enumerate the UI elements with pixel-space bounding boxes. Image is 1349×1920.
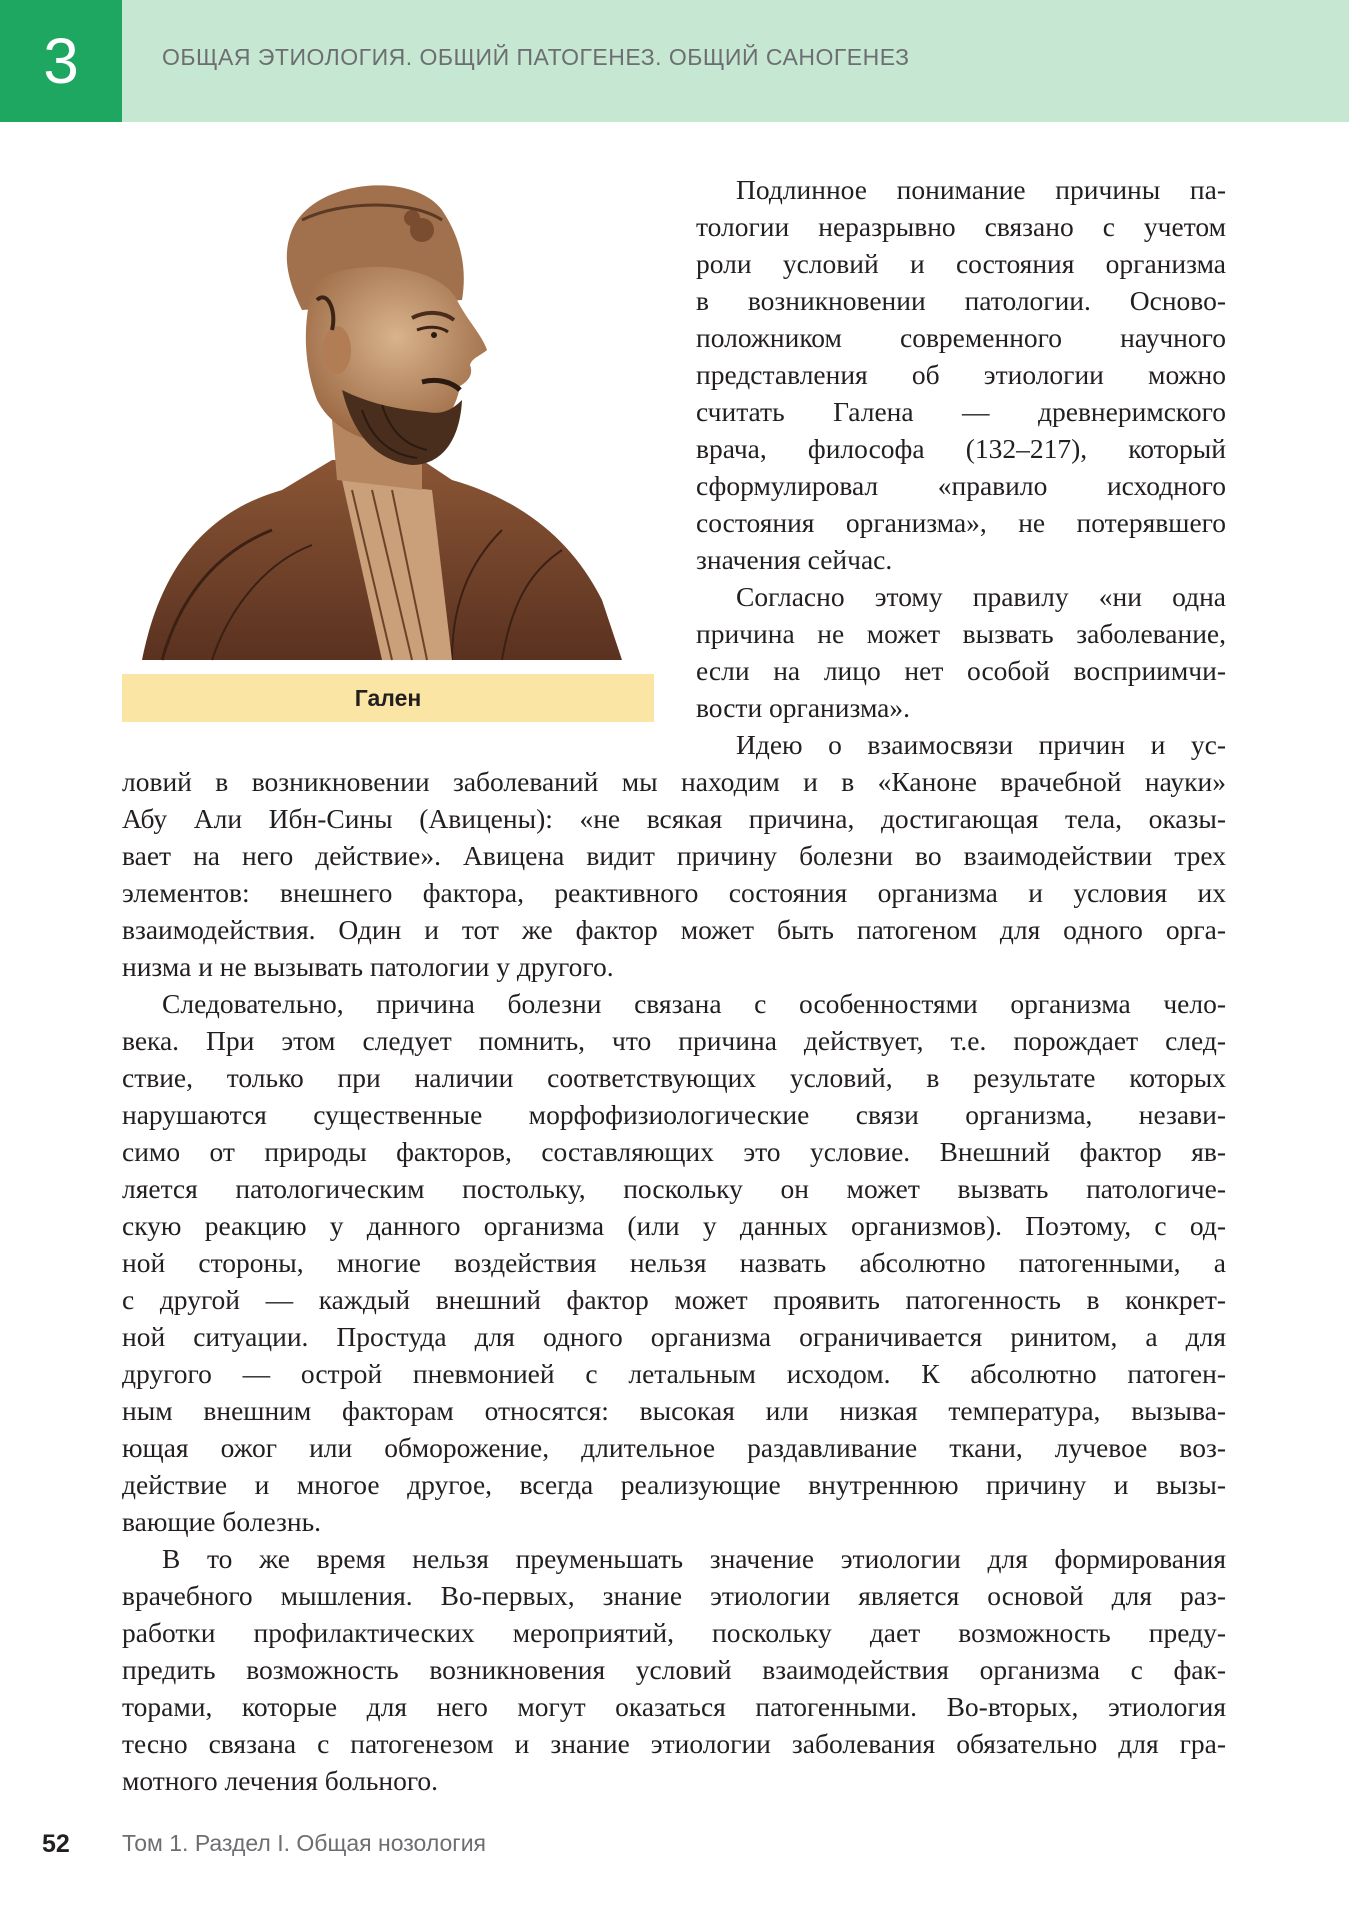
text-line: состояния организма», не потерявшего	[696, 507, 1226, 538]
text-line: тологии неразрывно связано с учетом	[696, 211, 1226, 242]
galen-portrait-drawing	[122, 160, 654, 670]
text-line: Идею о взаимосвязи причин и ус-	[736, 729, 1226, 760]
text-line: роли условий и состояния организма	[696, 248, 1226, 279]
text-line: другого — острой пневмонией с летальным исходом. К абсолютно патоген-	[122, 1358, 1226, 1389]
text-line: работки профилактических мероприятий, поскольку дает возможность преду-	[122, 1617, 1226, 1648]
figure-caption-box	[122, 674, 654, 722]
chapter-box	[0, 0, 122, 122]
text-line: низма и не вызывать патологии у другого.	[122, 951, 614, 982]
text-line: Подлинное понимание причины па-	[736, 174, 1226, 205]
text-line: ной ситуации. Простуда для одного организма ограничивается ринитом, а для	[122, 1321, 1226, 1352]
text-line: врачебного мышления. Во-первых, знание этиологии является основой для раз-	[122, 1580, 1226, 1611]
text-line: мотного лечения больного.	[122, 1765, 439, 1796]
text-line: вает на него действие». Авицена видит причину болезни во взаимодействии трех	[122, 840, 1226, 871]
text-line: Абу Али Ибн-Сины (Авицены): «не всякая причина, достигающая тела, оказы-	[122, 803, 1226, 834]
text-line: врача, философа (132–217), который	[696, 433, 1226, 464]
running-title: ОБЩАЯ ЭТИОЛОГИЯ. ОБЩИЙ ПАТОГЕНЕЗ. ОБЩИЙ САНОГЕНЕЗ	[162, 44, 910, 70]
chapter-number: 3	[43, 25, 79, 97]
text-line: с другой — каждый внешний фактор может проявить патогенность в конкрет-	[122, 1284, 1226, 1315]
text-line: предить возможность возникновения условий взаимодействия организма с фак-	[122, 1654, 1226, 1685]
text-line: в возникновении патологии. Осново-	[696, 285, 1226, 316]
text-line: взаимодействия. Один и тот же фактор может быть патогеном для одного орга-	[122, 914, 1226, 945]
figure-caption: Гален	[354, 685, 422, 711]
text-line: нарушаются существенные морфофизиологические связи организма, незави-	[122, 1099, 1226, 1130]
text-line: Согласно этому правилу «ни одна	[736, 581, 1226, 612]
text-line: ляется патологическим постольку, поскольку он может вызвать патологиче-	[122, 1173, 1226, 1204]
text-line: В то же время нельзя преуменьшать значение этиологии для формирования	[162, 1543, 1226, 1574]
text-line: ющая ожог или обморожение, длительное раздавливание ткани, лучевое воз-	[122, 1432, 1226, 1463]
text-line: действие и многое другое, всегда реализующие внутреннюю причину и вызы-	[122, 1469, 1226, 1500]
text-line: элементов: внешнего фактора, реактивного состояния организма и условия их	[122, 877, 1226, 908]
text-line: положником современного научного	[696, 322, 1226, 353]
text-line: ловий в возникновении заболеваний мы находим и в «Каноне врачебной науки»	[122, 766, 1226, 797]
text-line: вости организма».	[696, 692, 910, 723]
text-line: вающие болезнь.	[122, 1506, 321, 1537]
text-line: тесно связана с патогенезом и знание этиологии заболевания обязательно для гра-	[122, 1728, 1226, 1759]
footer-text: Том 1. Раздел I. Общая нозология	[122, 1830, 486, 1856]
text-line: ной стороны, многие воздействия нельзя назвать абсолютно патогенными, а	[122, 1247, 1226, 1278]
text-line: ным внешним факторам относятся: высокая или низкая температура, вызыва-	[122, 1395, 1226, 1426]
text-line: торами, которые для него могут оказаться патогенными. Во-вторых, этиология	[122, 1691, 1226, 1722]
text-line: причина не может вызвать заболевание,	[696, 618, 1226, 649]
text-line: значения сейчас.	[696, 544, 893, 575]
text-line: если на лицо нет особой восприимчи-	[696, 655, 1226, 686]
text-line: представления об этиологии можно	[696, 359, 1226, 390]
text-line: ствие, только при наличии соответствующих условий, в результате которых	[122, 1062, 1226, 1093]
text-line: века. При этом следует помнить, что причина действует, т.е. порождает след-	[122, 1025, 1226, 1056]
text-line: скую реакцию у данного организма (или у данных организмов). Поэтому, с од-	[122, 1210, 1226, 1241]
galen-portrait	[122, 160, 654, 670]
text-line: Следовательно, причина болезни связана с особенностями организма чело-	[162, 988, 1226, 1019]
page-number: 52	[42, 1830, 70, 1858]
text-line: симо от природы факторов, составляющих это условие. Внешний фактор яв-	[122, 1136, 1226, 1167]
text-line: считать Галена — древнеримского	[696, 396, 1226, 427]
text-line: сформулировал «правило исходного	[696, 470, 1226, 501]
